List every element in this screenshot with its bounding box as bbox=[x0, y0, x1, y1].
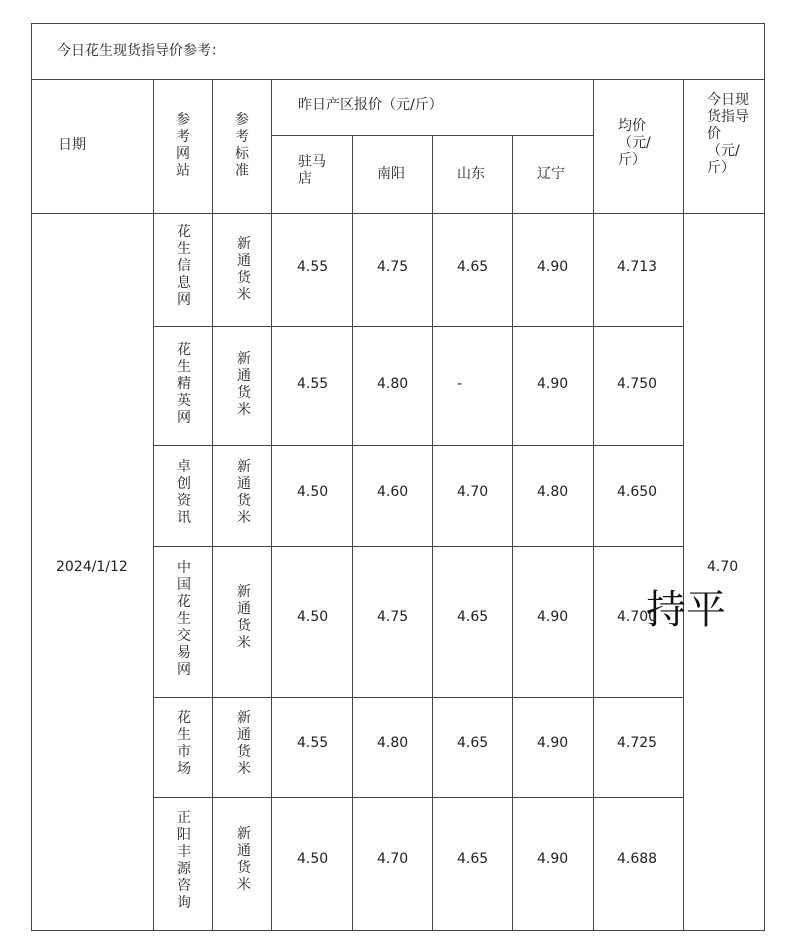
row-5-sd: 4.65 bbox=[457, 735, 489, 751]
rule-row-2 bbox=[153, 445, 683, 446]
row-5-ln: 4.90 bbox=[537, 735, 569, 751]
row-1-sd: 4.65 bbox=[457, 259, 489, 275]
row-5-site: 花生市场 bbox=[177, 710, 191, 777]
row-4-avg: 4.700 bbox=[617, 609, 658, 625]
header-region-ln: 辽宁 bbox=[537, 166, 565, 182]
row-2-avg: 4.750 bbox=[617, 376, 658, 392]
row-3-standard: 新通货米 bbox=[237, 459, 251, 526]
row-2-ny: 4.80 bbox=[377, 376, 409, 392]
row-6-sd: 4.65 bbox=[457, 851, 489, 867]
row-3-ny: 4.60 bbox=[377, 484, 409, 500]
row-2-ln: 4.90 bbox=[537, 376, 569, 392]
date-cell: 2024/1/12 bbox=[56, 559, 128, 575]
row-4-standard: 新通货米 bbox=[237, 584, 251, 651]
row-4-zmd: 4.50 bbox=[297, 609, 329, 625]
row-5-zmd: 4.55 bbox=[297, 735, 329, 751]
row-1-ln: 4.90 bbox=[537, 259, 569, 275]
rule-row-4 bbox=[153, 697, 683, 698]
col-rule-2 bbox=[212, 79, 213, 931]
row-6-ny: 4.70 bbox=[377, 851, 409, 867]
header-region-zmd: 驻马店 bbox=[298, 154, 326, 187]
row-4-sd: 4.65 bbox=[457, 609, 489, 625]
header-guide: 今日现货指导价（元/斤） bbox=[707, 92, 749, 176]
row-3-site: 卓创资讯 bbox=[177, 459, 191, 526]
rule-row-5 bbox=[153, 797, 683, 798]
row-3-zmd: 4.50 bbox=[297, 484, 329, 500]
row-1-avg: 4.713 bbox=[617, 259, 658, 275]
rule-header-bottom bbox=[31, 213, 765, 214]
header-avg: 均价（元/斤） bbox=[618, 118, 651, 168]
guide-price: 4.70 bbox=[707, 559, 739, 575]
header-region-sd: 山东 bbox=[457, 166, 485, 182]
header-yesterday: 昨日产区报价（元/斤） bbox=[298, 97, 443, 113]
col-rule-7 bbox=[593, 79, 594, 931]
row-2-zmd: 4.55 bbox=[297, 376, 329, 392]
rule-row-1 bbox=[153, 326, 683, 327]
header-region-ny: 南阳 bbox=[377, 166, 405, 182]
row-4-site: 中国花生交易网 bbox=[177, 560, 191, 678]
row-6-standard: 新通货米 bbox=[237, 826, 251, 893]
row-1-standard: 新通货米 bbox=[237, 236, 251, 303]
row-5-ny: 4.80 bbox=[377, 735, 409, 751]
col-rule-1 bbox=[153, 79, 154, 931]
header-site: 参考网站 bbox=[176, 112, 190, 179]
row-3-ln: 4.80 bbox=[537, 484, 569, 500]
row-4-ny: 4.75 bbox=[377, 609, 409, 625]
header-standard: 参考标准 bbox=[235, 112, 249, 179]
col-rule-4 bbox=[352, 135, 353, 931]
row-5-avg: 4.725 bbox=[617, 735, 658, 751]
col-rule-3 bbox=[271, 79, 272, 931]
row-2-standard: 新通货米 bbox=[237, 351, 251, 418]
trend-stamp: 持平 bbox=[646, 587, 726, 633]
row-3-avg: 4.650 bbox=[617, 484, 658, 500]
rule-title-bottom bbox=[31, 79, 765, 80]
header-date: 日期 bbox=[58, 137, 86, 153]
rule-row-3 bbox=[153, 546, 683, 547]
row-5-standard: 新通货米 bbox=[237, 710, 251, 777]
col-rule-6 bbox=[512, 135, 513, 931]
row-6-avg: 4.688 bbox=[617, 851, 658, 867]
row-2-site: 花生精英网 bbox=[177, 342, 191, 426]
row-6-ln: 4.90 bbox=[537, 851, 569, 867]
row-6-zmd: 4.50 bbox=[297, 851, 329, 867]
row-1-zmd: 4.55 bbox=[297, 259, 329, 275]
row-3-sd: 4.70 bbox=[457, 484, 489, 500]
row-1-ny: 4.75 bbox=[377, 259, 409, 275]
col-rule-5 bbox=[432, 135, 433, 931]
row-6-site: 正阳丰源咨询 bbox=[177, 810, 191, 911]
row-1-site: 花生信息网 bbox=[177, 224, 191, 308]
table-title: 今日花生现货指导价参考： bbox=[57, 43, 225, 59]
row-2-sd: - bbox=[457, 376, 463, 392]
col-rule-8 bbox=[683, 79, 684, 931]
row-4-ln: 4.90 bbox=[537, 609, 569, 625]
